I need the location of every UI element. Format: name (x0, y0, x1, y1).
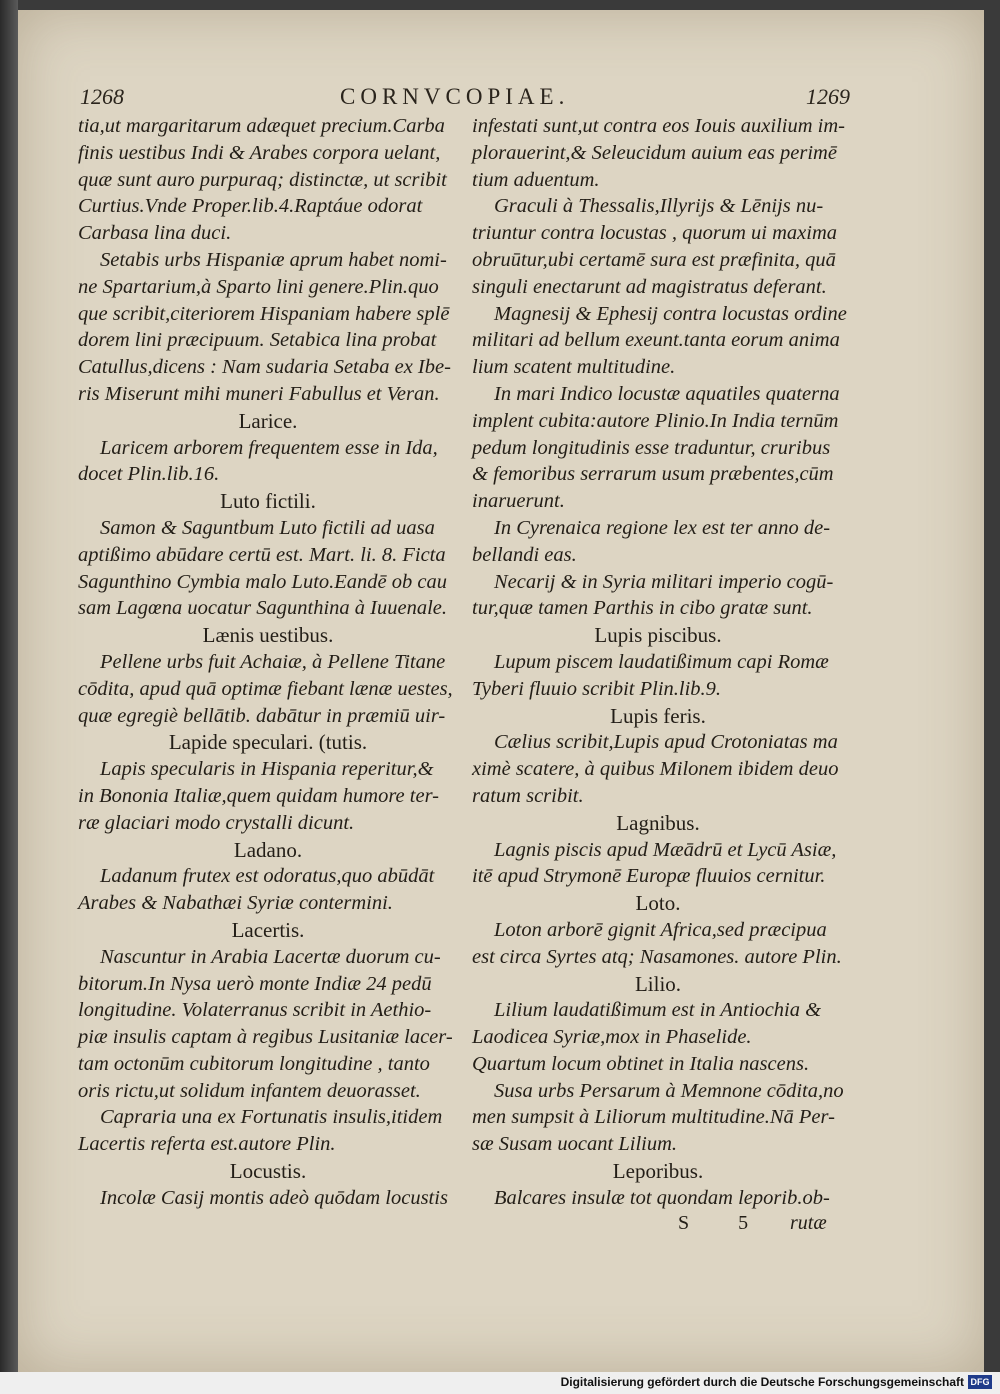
text-line: longitudine. Volaterranus scribit in Aethio- (78, 999, 432, 1022)
text-line: docet Plin.lib.16. (78, 463, 220, 486)
text-line: Laodicea Syriæ,mox in Phaselide. (472, 1026, 752, 1049)
text-line: ris Miserunt mihi muneri Fabullus et Veran. (78, 382, 440, 405)
text-line: militari ad bellum exeunt.tanta eorum anima (472, 329, 840, 352)
right-text-column (472, 113, 847, 1212)
text-line: quæ sunt auro purpuraq; distinctæ, ut scribit (78, 168, 447, 191)
section-heading: Leporibus. (612, 1159, 704, 1184)
text-line: est circa Syrtes atq; Nasamones. autore Plin. (472, 945, 842, 968)
text-line: Loton arborē gignit Africa,sed præcipua (494, 918, 827, 941)
digitization-footer (0, 1372, 1000, 1394)
text-line: que scribit,citeriorem Hispaniam habere splē (78, 302, 450, 325)
text-line: Lagnis piscis apud Mæādrū et Lycū Asiæ, (494, 838, 837, 861)
text-line: quæ egregiè bellātib. dabātur in præmiū uir- (78, 704, 446, 727)
section-heading: Larice. (238, 408, 298, 433)
text-line: ximè scatere, à quibus Milonem ibidem deuo (472, 758, 839, 781)
text-line: singuli enectarunt ad magistratus deferant. (472, 275, 827, 298)
section-heading: Lapide speculari. (tutis. (168, 730, 368, 755)
dfg-logo: DFG (968, 1375, 992, 1389)
text-line: Lacertis referta est.autore Plin. (78, 1133, 336, 1156)
text-line: ratum scribit. (472, 784, 584, 807)
section-heading: Lacertis. (231, 917, 305, 942)
text-line: Curtius.Vnde Proper.lib.4.Raptáue odorat (78, 195, 423, 218)
page-number-right: 1269 (806, 84, 850, 109)
section-heading: Loto. (635, 891, 681, 916)
text-line: plorauerint,& Seleucidum auium eas perimē (472, 141, 837, 164)
catchword: rutæ (790, 1212, 827, 1234)
text-line: in Bononia Italiæ,quem quidam humore ter- (78, 784, 439, 807)
text-line: ræ glaciari modo crystalli dicunt. (78, 811, 355, 834)
text-line: Sagunthino Cymbia malo Luto.Eandē ob cau (78, 570, 447, 593)
text-line: tium aduentum. (472, 168, 600, 191)
text-line: Arabes & Nabathæi Syriæ contermini. (78, 892, 393, 915)
text-line: aptißimo abūdare certū est. Mart. li. 8. Ficta (78, 543, 446, 566)
text-line: sam Lagœna uocatur Sagunthina à Iuuenale. (78, 597, 447, 620)
text-line: Carbasa lina duci. (78, 222, 232, 245)
text-line: Capraria una ex Fortunatis insulis,itidem (100, 1106, 443, 1129)
text-line: Tyberi fluuio scribit Plin.lib.9. (472, 677, 722, 700)
signature-mark: S 5 (678, 1212, 771, 1234)
text-line: tam octonūm cubitorum longitudine , tanto (78, 1052, 430, 1075)
text-line: Balcares insulæ tot quondam leporib.ob- (494, 1186, 830, 1209)
section-heading: Lupis piscibus. (594, 623, 722, 648)
text-line: Samon & Saguntbum Luto fictili ad uasa (100, 516, 435, 539)
text-line: Setabis urbs Hispaniæ aprum habet nomi- (100, 248, 447, 271)
text-line: Necarij & in Syria militari imperio cogū- (494, 570, 834, 593)
section-heading: Ladano. (233, 837, 303, 862)
text-line: dorem lini præcipuum. Setabica lina probat (78, 329, 437, 352)
text-line: bitorum.In Nysa uerò monte Indiæ 24 pedū (78, 972, 432, 995)
left-text-column (78, 113, 458, 1212)
text-line: Lapis specularis in Hispania reperitur,& (100, 758, 434, 781)
text-line: obruūtur,ubi certamē sura est præfinita, quā (472, 248, 836, 271)
text-line: In Cyrenaica regione lex est ter anno de- (494, 516, 831, 539)
text-line: infestati sunt,ut contra eos Iouis auxilium im- (472, 115, 845, 137)
text-line: piæ insulis captam à regibus Lusitaniæ lacer- (78, 1026, 453, 1049)
text-line: Nascuntur in Arabia Lacertæ duorum cu- (100, 945, 441, 968)
text-line: men sumpsit à Liliorum multitudine.Nā Per- (472, 1106, 835, 1129)
text-line: triuntur contra locustas , quorum ui maxima (472, 222, 838, 245)
text-line: Pellene urbs fuit Achaiæ, à Pellene Titane (100, 650, 446, 673)
text-line: Graculi à Thessalis,Illyrijs & Lēnijs nu- (494, 195, 824, 218)
text-line: cōdita, apud quā optimæ fiebant lænæ uestes, (78, 677, 453, 700)
text-line: Lupum piscem laudatißimum capi Romæ (494, 650, 829, 673)
text-line: tur,quæ tamen Parthis in cibo gratæ sunt. (472, 597, 813, 620)
text-line: bellandi eas. (472, 543, 577, 566)
page-number-left: 1268 (80, 84, 124, 109)
text-line: sæ Susam uocant Lilium. (472, 1133, 678, 1156)
text-line: Lilium laudatißimum est in Antiochia & (494, 999, 822, 1022)
section-heading: Lilio. (634, 971, 682, 996)
text-line: tia,ut margaritarum adæquet precium.Carba (78, 115, 445, 137)
text-line: Catullus,dicens : Nam sudaria Setaba ex Ibe- (78, 356, 451, 379)
text-line: oris rictu,ut solidum infantem deuorasset. (78, 1079, 421, 1102)
text-line: Susa urbs Persarum à Memnone cōdita,no (494, 1079, 844, 1102)
text-line: Magnesij & Ephesij contra locustas ordine (494, 302, 847, 325)
text-line: & femoribus serrarum usum præbentes,cūm (472, 463, 834, 486)
text-line: implent cubita:autore Plinio.In India ternūm (472, 409, 839, 432)
running-title: CORNVCOPIAE. (340, 84, 570, 109)
text-line: itē apud Strymonē Europæ fluuios cernitur. (472, 865, 826, 888)
text-line: Quartum locum obtinet in Italia nascens. (472, 1052, 810, 1075)
text-line: Laricem arborem frequentem esse in Ida, (100, 436, 438, 459)
text-line: Cælius scribit,Lupis apud Crotoniatas ma (494, 731, 838, 754)
funding-credit: Digitalisierung gefördert durch die Deutsche Forschungsgemeinschaft (560, 1375, 964, 1389)
text-line: inaruerunt. (472, 490, 565, 513)
text-line: lium scatent multitudine. (472, 356, 676, 379)
section-heading: Lænis uestibus. (202, 623, 334, 648)
section-heading: Luto fictili. (220, 489, 316, 514)
section-heading: Lupis feris. (610, 703, 706, 728)
text-line: pedum longitudinis esse traduntur, cruribus (472, 436, 831, 459)
section-heading: Lagnibus. (616, 810, 700, 835)
text-line: ne Spartarium,à Sparto lini genere.Plin.quo (78, 275, 439, 298)
section-heading: Locustis. (229, 1159, 307, 1184)
text-line: finis uestibus Indi & Arabes corpora uelant, (78, 141, 441, 164)
book-gutter (0, 0, 18, 1372)
text-line: Incolæ Casij montis adeò quōdam locustis (100, 1186, 448, 1209)
text-line: In mari Indico locustæ aquatiles quaterna (494, 382, 840, 405)
text-line: Ladanum frutex est odoratus,quo abūdāt (100, 865, 435, 888)
